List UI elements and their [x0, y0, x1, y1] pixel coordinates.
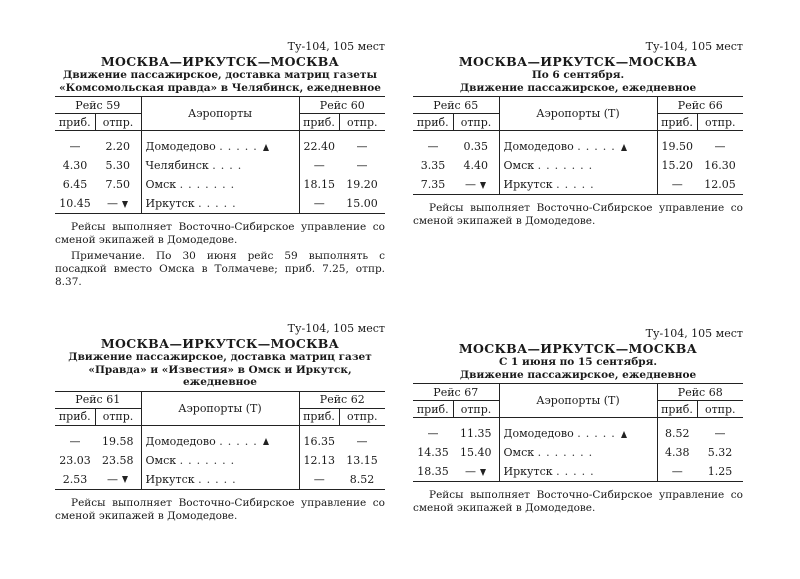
departure-header: отпр.: [697, 401, 743, 418]
arrival-time: 16.35: [303, 434, 335, 448]
departure-time: 5.30: [105, 159, 130, 172]
airport-name: Иркутск: [145, 472, 195, 486]
timetable: [55, 391, 385, 490]
aircraft-info: Ту-104, 105 мест: [645, 40, 743, 53]
departure-time: 4.40: [463, 159, 488, 172]
table-row: 2.53 — Иркутск ..... — 8.52: [55, 470, 385, 490]
arrival-time: 10.45: [55, 194, 95, 214]
arrow-up-icon: [621, 431, 627, 438]
service-note: «Правда» и «Известия» в Омск и Иркутск, ежедневное: [88, 363, 352, 388]
arrival-time: —: [657, 462, 697, 482]
flight-number-outbound: Рейс 67: [413, 384, 499, 401]
flight-number-outbound: Рейс 59: [55, 97, 141, 114]
aircraft-info: Ту-104, 105 мест: [645, 327, 743, 340]
airport-name: Иркутск: [503, 465, 553, 478]
service-note: «Комсомольская правда» в Челябинск, ежедневное: [59, 81, 381, 94]
table-row: 3.35 4.40 Омск ....... 15.20 16.30: [413, 156, 743, 175]
arrival-time: —: [313, 159, 325, 172]
arrival-time: —: [427, 140, 439, 153]
departure-time: 19.20: [346, 178, 378, 191]
arrow-down-icon: [122, 476, 128, 483]
arrow-down-icon: [480, 182, 486, 189]
arrival-time: 14.35: [417, 446, 449, 459]
departure-time: 11.35: [460, 427, 492, 440]
route-title: МОСКВА—ИРКУТСК—МОСКВА: [458, 341, 698, 356]
arrival-time: —: [69, 434, 81, 448]
departure-time: 8.52: [339, 470, 385, 490]
departure-time: 12.05: [697, 175, 743, 195]
flight-number-outbound: Рейс 61: [55, 391, 141, 408]
arrival-time: 6.45: [62, 178, 88, 191]
arrow-down-icon: [122, 201, 128, 208]
arrival-time: —: [657, 175, 697, 195]
timetable: [413, 383, 743, 482]
airports-header: Аэропорты (Т): [141, 391, 299, 425]
table-row: 10.45 — Иркутск ..... — 15.00: [55, 194, 385, 214]
table-row: 18.35 — Иркутск ..... — 1.25: [413, 462, 743, 482]
departure-time: —: [356, 434, 368, 448]
service-note: Движение пассажирское, ежедневное: [459, 81, 697, 94]
operator-note: Рейсы выполняет Восточно-Сибирское управление со сменой экипажей в Домодедове.: [413, 489, 743, 514]
service-note: По 6 сентября.: [531, 69, 625, 81]
airport-name: Омск: [503, 446, 535, 459]
departure-time: 15.00: [339, 194, 385, 214]
arrival-header: приб.: [413, 401, 453, 418]
arrow-up-icon: [263, 438, 269, 445]
table-row: 4.30 5.30 Челябинск .... — —: [55, 156, 385, 175]
departure-time: 15.40: [460, 446, 492, 459]
operator-note: Рейсы выполняет Восточно-Сибирское управление со сменой экипажей в Домодедове.: [413, 202, 743, 227]
airport-name: Домодедово: [145, 140, 216, 153]
departure-time: —: [714, 140, 726, 153]
airport-name: Омск: [503, 159, 535, 172]
departure-time: —: [107, 197, 118, 210]
arrival-header: приб.: [657, 114, 697, 131]
operator-note: Рейсы выполняет Восточно-Сибирское управление со сменой экипажей в Домодедове.: [55, 496, 385, 522]
departure-time: —: [356, 140, 368, 153]
airport-name: Омск: [145, 453, 177, 467]
departure-time: —: [465, 178, 476, 191]
departure-time: 1.25: [697, 462, 743, 482]
arrival-time: —: [69, 140, 81, 153]
arrival-header: приб.: [299, 114, 339, 131]
departure-header: отпр.: [95, 408, 141, 425]
departure-time: —: [465, 465, 476, 478]
timetable-block-1: [55, 40, 385, 289]
airport-name: Омск: [145, 178, 177, 191]
airports-header: Аэропорты (Т): [499, 384, 657, 418]
table-row: 14.35 15.40 Омск ....... 4.38 5.32: [413, 443, 743, 462]
route-title: МОСКВА—ИРКУТСК—МОСКВА: [100, 336, 340, 351]
airport-name: Челябинск: [145, 159, 209, 172]
departure-time: 19.58: [102, 434, 134, 448]
arrival-time: —: [427, 427, 439, 440]
arrival-time: 8.52: [665, 427, 690, 440]
arrival-header: приб.: [299, 408, 339, 425]
airport-name: Иркутск: [145, 197, 195, 210]
airport-name: Домодедово: [145, 434, 216, 448]
table-row: — 19.58 Домодедово ..... 16.35 —: [55, 425, 385, 451]
table-row: — 11.35 Домодедово ..... 8.52 —: [413, 418, 743, 444]
flight-number-return: Рейс 60: [299, 97, 385, 114]
timetable-block-2: [413, 40, 743, 228]
service-note: С 1 июня по 15 сентября.: [498, 356, 658, 368]
arrival-time: 19.50: [661, 140, 693, 153]
departure-time: —: [107, 472, 118, 486]
departure-time: 5.32: [707, 446, 733, 459]
remark-note: Примечание. По 30 июня рейс 59 выполнять с посадкой вместо Омска в Толмачеве; приб. 7.25, отпр. 8.37.: [55, 250, 385, 288]
departure-time: 16.30: [704, 159, 736, 172]
service-note: Движение пассажирское, ежедневное: [459, 368, 697, 381]
arrow-up-icon: [621, 144, 627, 151]
timetable: [55, 96, 385, 214]
arrow-down-icon: [480, 469, 486, 476]
table-row: — 2.20 Домодедово ..... 22.40 —: [55, 131, 385, 157]
aircraft-info: Ту-104, 105 мест: [287, 40, 385, 53]
departure-time: 23.58: [102, 453, 134, 467]
arrival-header: приб.: [55, 408, 95, 425]
arrival-time: —: [299, 194, 339, 214]
service-note: Движение пассажирское, доставка матриц газет: [68, 351, 372, 363]
airport-name: Домодедово: [503, 427, 574, 440]
arrival-time: 7.35: [413, 175, 453, 195]
table-row: 23.03 23.58 Омск ....... 12.13 13.15: [55, 451, 385, 470]
timetable: [413, 96, 743, 195]
airports-header: Аэропорты (Т): [499, 97, 657, 131]
arrival-header: приб.: [657, 401, 697, 418]
table-row: 6.45 7.50 Омск ....... 18.15 19.20: [55, 175, 385, 194]
table-row: — 0.35 Домодедово ..... 19.50 —: [413, 131, 743, 157]
departure-header: отпр.: [697, 114, 743, 131]
arrival-time: 3.35: [420, 159, 446, 172]
arrival-time: —: [299, 470, 339, 490]
arrival-time: 22.40: [303, 140, 335, 153]
arrival-time: 4.30: [62, 159, 88, 172]
departure-time: 7.50: [105, 178, 130, 191]
arrival-time: 15.20: [661, 159, 693, 172]
flight-number-outbound: Рейс 65: [413, 97, 499, 114]
departure-time: 13.15: [346, 453, 378, 467]
service-note: Движение пассажирское, доставка матриц газеты: [63, 69, 377, 81]
departure-header: отпр.: [453, 401, 499, 418]
flight-number-return: Рейс 62: [299, 391, 385, 408]
departure-time: 2.20: [105, 140, 130, 153]
departure-header: отпр.: [339, 114, 385, 131]
route-title: МОСКВА—ИРКУТСК—МОСКВА: [100, 54, 340, 69]
arrival-header: приб.: [413, 114, 453, 131]
departure-time: 0.35: [463, 140, 488, 153]
arrival-time: 4.38: [665, 446, 690, 459]
arrival-time: 12.13: [303, 453, 335, 467]
aircraft-info: Ту-104, 105 мест: [287, 322, 385, 335]
airport-name: Иркутск: [503, 178, 553, 191]
arrival-time: 2.53: [55, 470, 95, 490]
airport-name: Домодедово: [503, 140, 574, 153]
route-title: МОСКВА—ИРКУТСК—МОСКВА: [458, 54, 698, 69]
departure-time: —: [714, 427, 726, 440]
departure-header: отпр.: [339, 408, 385, 425]
timetable-block-3: [55, 322, 385, 523]
departure-header: отпр.: [453, 114, 499, 131]
arrival-time: 18.15: [303, 178, 335, 191]
departure-header: отпр.: [95, 114, 141, 131]
operator-note: Рейсы выполняет Восточно-Сибирское управление со сменой экипажей в Домодедове.: [55, 221, 385, 246]
departure-time: —: [356, 159, 368, 172]
arrival-time: 18.35: [413, 462, 453, 482]
timetable-block-4: [413, 327, 743, 515]
flight-number-return: Рейс 68: [657, 384, 743, 401]
arrow-up-icon: [263, 144, 269, 151]
arrival-time: 23.03: [59, 453, 91, 467]
arrival-header: приб.: [55, 114, 95, 131]
table-row: 7.35 — Иркутск ..... — 12.05: [413, 175, 743, 195]
flight-number-return: Рейс 66: [657, 97, 743, 114]
airports-header: Аэропорты: [141, 97, 299, 131]
